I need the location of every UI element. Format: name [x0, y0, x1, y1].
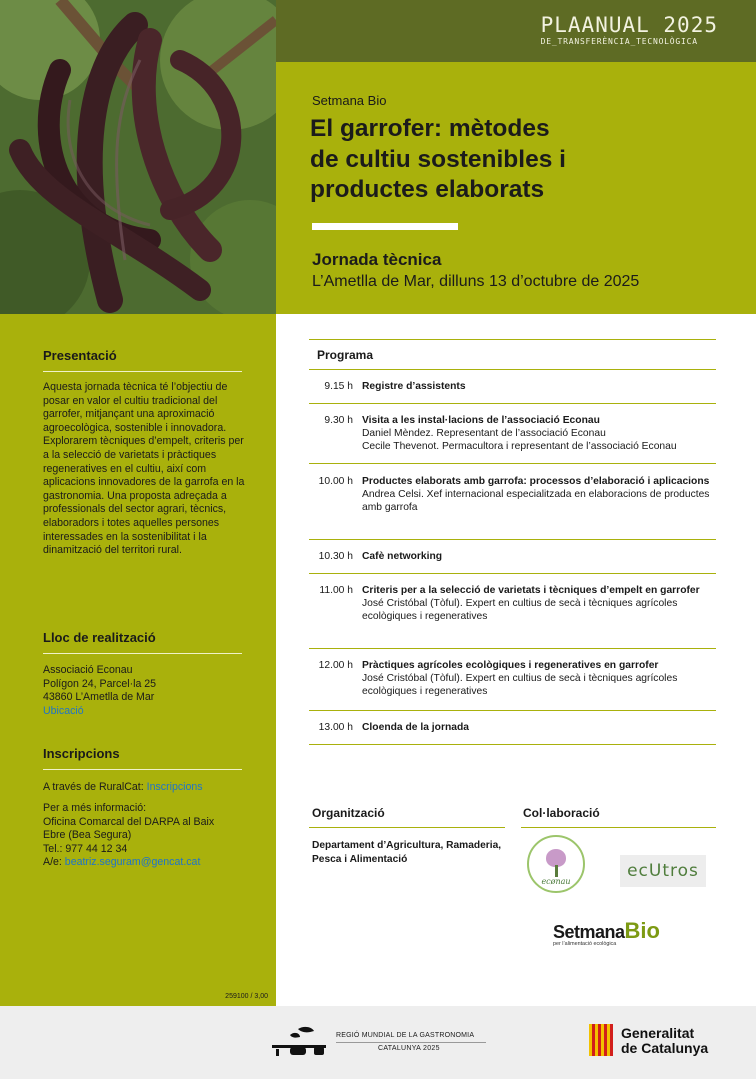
divider — [309, 369, 716, 370]
gastronomia-divider — [336, 1042, 486, 1043]
program-title: Cafè networking — [362, 551, 443, 562]
carob-pods-illustration — [0, 0, 276, 314]
divider — [521, 827, 716, 828]
program-title: Cloenda de la jornada — [362, 722, 469, 733]
divider — [43, 371, 242, 372]
presentacio-text: Aquesta jornada tècnica té l’objectiu de posar en valor el cultiu tradicional del garrofer, mitjançant una aproximació agroecològica, sostenible i innovadora. Explorarem tècniques d’empelt, criteris per a la selecció de varietats i pràctiques regeneratives en el cultiu, així com aplicacions innovadores de la garrofa en la gastronomia. Una proposta adreçada a professionals del sector agrari, tècnics, elaboradors i totes aquelles persones interessades en la sostenibilitat i la dinamització del territori rural. — [43, 381, 245, 557]
lloc-heading: Lloc de realització — [43, 630, 156, 645]
gastronomia-line2: CATALUNYA 2025 — [378, 1045, 440, 1052]
inscripcions-line — [43, 781, 248, 795]
program-time: 9.15 h — [324, 381, 353, 392]
cutlery-leaf-icon — [270, 1025, 330, 1057]
setmana-tagline: per l’alimentació ecològica — [553, 941, 617, 947]
divider — [43, 653, 242, 654]
program-title: Registre d’assistents — [362, 381, 466, 392]
title-line: productes elaborats — [310, 176, 545, 203]
divider — [43, 769, 242, 770]
col-laboracio-heading: Col·laboració — [523, 806, 600, 820]
brand-subtitle: DE_TRANSFERÈNCIA_TECNOLÒGICA — [540, 37, 698, 46]
program-title: Productes elaborats amb garrofa: processos d’elaboració i aplicacions — [362, 476, 710, 487]
senyera-icon — [589, 1024, 613, 1056]
program-detail: Andrea Celsi. Xef internacional especialitzada en elaboracions de productes amb garrofa — [362, 488, 710, 513]
inscripcions-heading: Inscripcions — [43, 746, 120, 761]
sidebar — [0, 314, 276, 1006]
divider — [309, 539, 716, 540]
title-line: El garrofer: mètodes — [310, 115, 550, 142]
address-line: Associació Econau — [43, 664, 133, 676]
carob-photo — [0, 0, 276, 314]
event-type: Jornada tècnica — [312, 250, 442, 269]
generalitat-line2: de Catalunya — [621, 1040, 709, 1056]
email-prefix: A/e: — [43, 856, 65, 869]
divider — [309, 710, 716, 711]
address-line: 43860 L’Ametlla de Mar — [43, 691, 155, 704]
program-time: 10.30 h — [318, 551, 353, 562]
inscripcions-prefix: A través de RuralCat: — [43, 781, 147, 793]
program-detail: Daniel Mèndez. Representant de l’associació Econau — [362, 427, 606, 439]
organitzacio-text: Departament d’Agricultura, Ramaderia, Pesca i Alimentació — [312, 840, 502, 865]
bio-word: Bio — [624, 918, 660, 943]
title-line: de cultiu sostenibles i — [310, 145, 566, 173]
plan-anual-logo — [541, 14, 718, 46]
address-line: Polígon 24, Parcel·la 25 — [43, 677, 157, 690]
generalitat-name — [621, 1026, 708, 1056]
info-line: Per a més informació: — [43, 802, 147, 814]
divider — [309, 339, 716, 340]
ecotros-logo: ecUtros — [620, 855, 706, 887]
lloc-address — [43, 664, 248, 718]
program-time: 11.00 h — [319, 585, 353, 596]
page-title — [310, 114, 710, 206]
info-line: Oficina Comarcal del DARPA al Baix — [43, 815, 215, 828]
program-time: 10.00 h — [318, 476, 353, 487]
ubicacio-link[interactable]: Ubicació — [43, 704, 84, 717]
event-kicker: Setmana Bio — [312, 93, 387, 108]
info-block — [43, 802, 248, 870]
program-time: 12.00 h — [318, 660, 353, 671]
title-divider — [312, 223, 458, 230]
presentacio-heading: Presentació — [43, 348, 117, 363]
program-detail: Cecile Thevenot. Permacultora i representant de l’associació Econau — [362, 440, 677, 452]
econau-logo-text: ecønau — [541, 877, 571, 886]
programa-heading: Programa — [317, 348, 374, 362]
program-title: Visita a les instal·lacions de l’associació Econau — [362, 415, 600, 426]
program-detail: José Cristóbal (Tòful). Expert en cultius de secà i tècniques agrícoles ecològiques i regeneratives — [362, 672, 678, 697]
program-title: Pràctiques agrícoles ecològiques i regeneratives en garrofer — [362, 660, 659, 671]
email-line — [43, 856, 248, 870]
organitzacio-heading: Organització — [312, 806, 385, 820]
divider — [309, 573, 716, 574]
econau-logo — [527, 835, 585, 893]
program-title: Criteris per a la selecció de varietats i tècniques d’empelt en garrofer — [362, 585, 700, 596]
divider — [309, 648, 716, 649]
email-link[interactable]: beatriz.seguram@gencat.cat — [64, 856, 201, 869]
info-line: Ebre (Bea Segura) — [43, 829, 132, 842]
setmana-bio-logo — [553, 918, 660, 947]
program-time: 13.00 h — [318, 722, 353, 733]
event-place-date: L’Ametlla de Mar, dilluns 13 d’octubre de 2025 — [312, 273, 640, 290]
program-detail: José Cristóbal (Tòful). Expert en cultius de secà i tècniques agrícoles ecològiques i regeneratives — [362, 597, 678, 622]
divider — [309, 827, 505, 828]
tree-trunk — [555, 865, 558, 877]
divider — [309, 403, 716, 404]
brand-title: PLAANUAL 2025 — [540, 13, 718, 37]
setmana-word: Setmana — [553, 922, 625, 942]
gastronomia-line1: REGIÓ MUNDIAL DE LA GASTRONOMIA — [336, 1032, 475, 1039]
inscripcions-link[interactable]: Inscripcions — [146, 781, 203, 793]
info-line: Tel.: 977 44 12 34 — [43, 842, 128, 855]
generalitat-line1: Generalitat — [621, 1025, 695, 1041]
program-time: 9.30 h — [324, 415, 353, 426]
divider — [309, 744, 716, 745]
document-code: 259100 / 3,00 — [225, 993, 268, 1000]
divider — [309, 463, 716, 464]
